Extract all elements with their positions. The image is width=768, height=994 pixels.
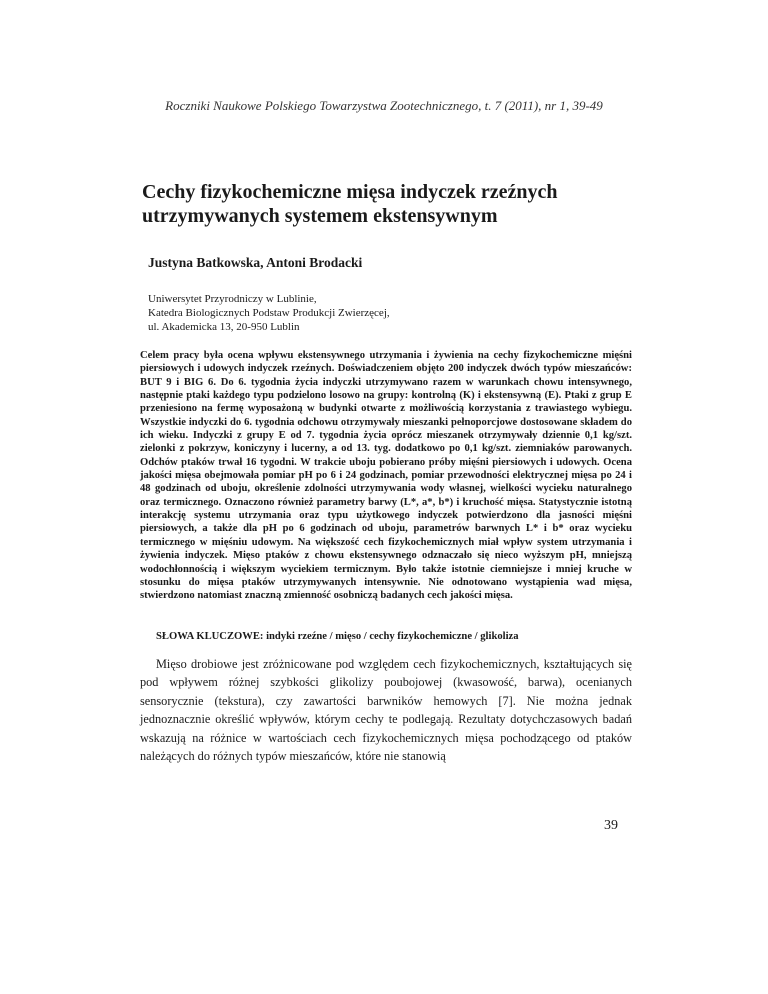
affiliation-line-department: Katedra Biologicznych Podstaw Produkcji Zwierzęcej,: [148, 307, 390, 319]
author-affiliation: [148, 292, 390, 334]
affiliation-line-address: ul. Akademicka 13, 20-950 Lublin: [148, 321, 300, 333]
page-number: 39: [604, 818, 618, 833]
article-keywords: SŁOWA KLUCZOWE: indyki rzeźne / mięso / cechy fizykochemiczne / glikoliza: [156, 631, 519, 642]
article-title: Cechy fizykochemiczne mięsa indyczek rzeźnych utrzymywanych systemem ekstensywnym: [142, 181, 558, 227]
affiliation-line-university: Uniwersytet Przyrodniczy w Lublinie,: [148, 293, 317, 305]
running-header: Roczniki Naukowe Polskiego Towarzystwa Zootechnicznego, t. 7 (2011), nr 1, 39-49: [165, 98, 603, 113]
article-authors: Justyna Batkowska, Antoni Brodacki: [148, 255, 363, 270]
article-abstract: Celem pracy była ocena wpływu ekstensywnego utrzymania i żywienia na cechy fizykochemiczne mięśni piersiowych i udowych indyczek rzeźnych. Doświadczeniem objęto 200 indyczek dwóch typów mieszańców: BUT 9 i BIG 6. Do 6. tygodnia życia indyczki utrzymywano razem w warunkach chowu intensywnego, następnie ptaki każdego typu podzielono losowo na grupy: kontrolną (K) i ekstensywną (E). Ptaki z grup E przeniesiono na fermę wyposażoną w budynki otwarte z możliwością korzystania z trawiastego wybiegu. Wszystkie indyczki do 6. tygodnia odchowu otrzymywały mieszanki pełnoporcjowe dostosowane składem do ich wieku. Indyczki z grupy E od 7. tygodnia życia oprócz mieszanek otrzymywały dziennie 0,1 kg/szt. zielonki z pokrzyw, koniczyny i lucerny, a od 13. tyg. dodatkowo po 0,1 kg/szt. ziemniaków parowanych. Odchów ptaków trwał 16 tygodni. W trakcie uboju pobierano próby mięśni piersiowych i udowych. Ocena jakości mięsa obejmowała pomiar pH po 6 i 24 godzinach, pomiar przewodności elektrycznej mięsa po 24 i 48 godzinach od uboju, określenie zdolności utrzymywania wody własnej, wielkości wycieku naturalnego oraz termicznego. Oznaczono również parametry barwy (L*, a*, b*) i kruchość mięsa. Statystycznie istotną interakcję systemu utrzymania oraz typu użytkowego indyczek potwierdzono dla jasności mięśni piersiowych, a także dla pH po 6 godzinach od uboju, parametrów barwnych L* i b* oraz wycieku termicznego w mięśniu udowym. Na większość cech fizykochemicznych miał wpływ system utrzymania i żywienia indyczek. Mięso ptaków z chowu ekstensywnego odznaczało się nieco wyższym pH, mniejszą wodochłonnością i większym wyciekiem termicznym. Było także istotnie ciemniejsze i mniej kruche w stosunku do mięsa ptaków utrzymywanych intensywnie. Nie odnotowano wystąpienia wad mięsa, stwierdzono natomiast znaczną zmienność osobniczą badanych cech jakości mięsa.: [140, 350, 632, 602]
intro-paragraph: Mięso drobiowe jest zróżnicowane pod względem cech fizykochemicznych, kształtujących się pod wpływem różnej szybkości glikolizy poubojowej (kwasowość, barwa), ocenianych sensorycznie (tekstura), czy zawartości barwników hemowych [7]. Nie można jednak jednoznacznie określić wpływów, którym cechy te podlegają. Rezultaty dotychczasowych badań wskazują na różnice w wartościach cech fizykochemicznych mięsa pochodzącego od ptaków należących do różnych typów mieszańców, które nie stanowią: [140, 657, 632, 764]
